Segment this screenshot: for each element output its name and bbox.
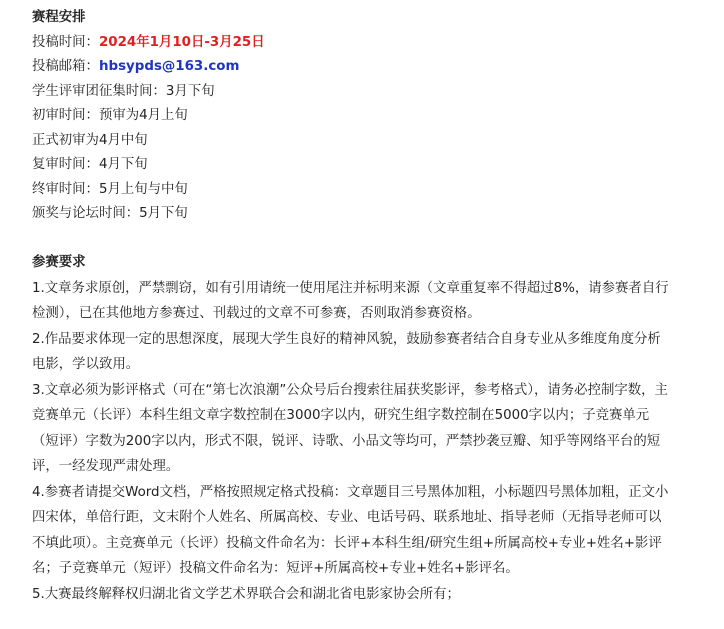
schedule-line: 终审时间：5月上旬与中旬: [32, 181, 188, 197]
schedule-line: 颁奖与论坛时间：5月下旬: [32, 206, 188, 221]
section-gap: [32, 227, 720, 252]
submission-email-link[interactable]: hbsypds@163.com: [98, 59, 240, 74]
submission-email-label: 投稿邮箱：: [32, 59, 99, 74]
schedule-line: 初审时间：预审为4月上旬: [32, 108, 188, 123]
schedule-line: 正式初审为4月中旬: [32, 132, 148, 148]
schedule-line: 学生评审团征集时间：3月下旬: [32, 83, 215, 99]
submission-time-value: 2024年1月10日-3月25日: [98, 34, 265, 50]
submission-email-line: [32, 55, 720, 80]
schedule-line: 复审时间：4月下旬: [32, 157, 148, 172]
submission-time-label: 投稿时间：: [32, 34, 99, 50]
requirements-heading: 参赛要求: [32, 255, 86, 270]
submission-time-line: [32, 31, 720, 56]
requirement-item: 4.参赛者请提交Word文档，严格按照规定格式投稿：文章题目三号黑体加粗，小标题四号黑体加粗，正文小四宋体，单倍行距，文末附个人姓名、所属高校、专业、电话号码、联系地址、指导老师（无指导老师可以不填此项）。主竞赛单元（长评）投稿文件命名为：长评+本科生组/研究生组+所属高校+专业+姓名+影评名；子竞赛单元（短评）投稿文件命名为：短评+所属高校+专业+姓名+影评名。: [32, 484, 669, 576]
requirement-item: 1.文章务求原创，严禁剽窃，如有引用请统一使用尾注并标明来源（文章重复率不得超过8%，请参赛者自行检测），已在其他地方参赛过、刊载过的文章不可参赛，否则取消参赛资格。: [32, 280, 669, 321]
requirement-item: 3.文章必须为影评格式（可在“第七次浪潮”公众号后台搜索往届获奖影评，参考格式），请务必控制字数，主竞赛单元（长评）本科生组文章字数控制在3000字以内，研究生组字数控制在5000字以内；子竞赛单元（短评）字数为200字以内，形式不限，锐评、诗歌、小品文等均可，严禁抄袭豆瓣、知乎等网络平台的短评，一经发现严肃处理。: [32, 382, 668, 474]
schedule-heading: 赛程安排: [32, 10, 86, 25]
requirement-item: 5.大赛最终解释权归湖北省文学艺术界联合会和湖北省电影家协会所有；: [32, 586, 460, 602]
requirement-item: 2.作品要求体现一定的思想深度，展现大学生良好的精神风貌，鼓励参赛者结合自身专业从多维度角度分析电影，学以致用。: [32, 331, 661, 372]
